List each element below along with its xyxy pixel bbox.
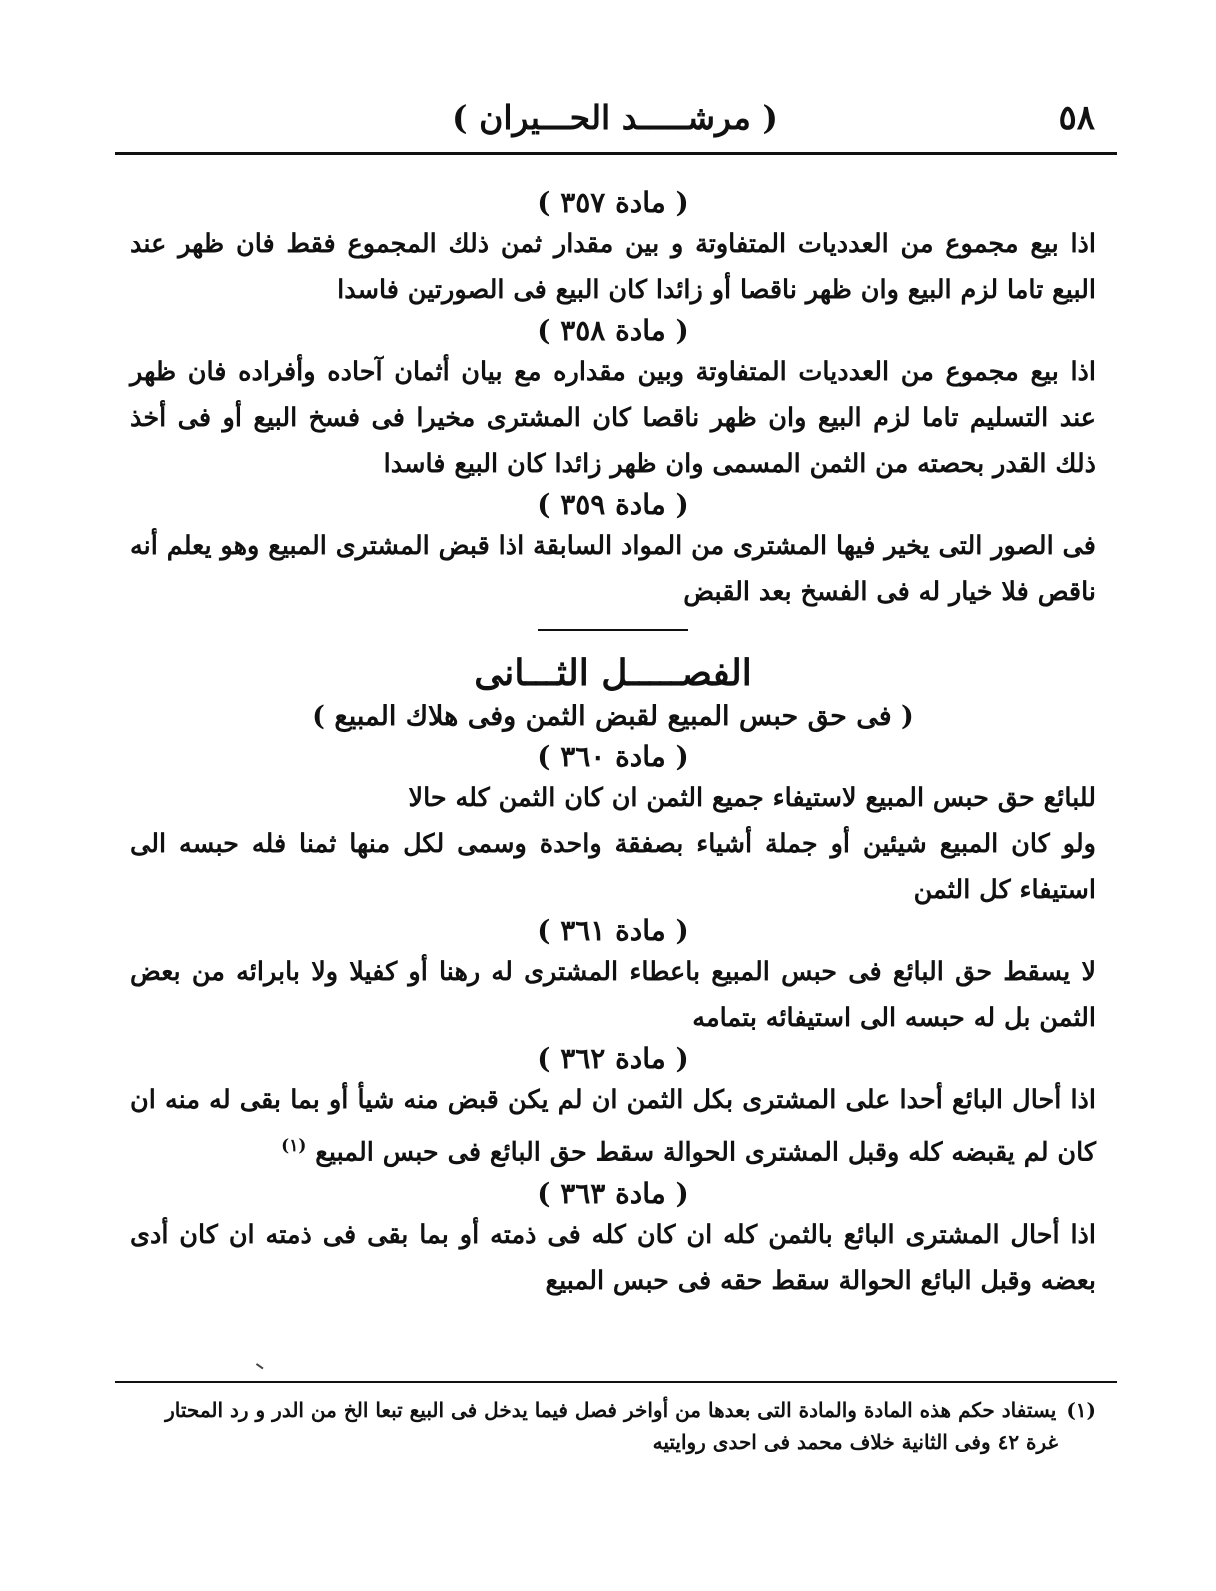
page-header [115, 98, 1115, 148]
article-363 [130, 1176, 1096, 1304]
chapter-subtitle: ( فى حق حبس المبيع لقبض الثمن وفى هلاك المبيع ) [312, 701, 914, 732]
article-text: ولو كان المبيع شيئين أو جملة أشياء بصفقة واحدة وسمى لكل منها ثمنا فله حبسه الى استيفاء كل الثمن [130, 829, 1096, 905]
article-text: للبائع حق حبس المبيع لاستيفاء جميع الثمن ان كان الثمن كله حالا [408, 783, 1096, 813]
stray-mark [256, 1357, 268, 1370]
footnote-text-continued: غرة ٤٢ وفى الثانية خلاف محمد فى احدى روايتيه [652, 1430, 1058, 1454]
article-text: لا يسقط حق البائع فى حبس المبيع باعطاء المشترى له رهنا أو كفيلا ولا بابرائه من بعض الثمن بل له حبسه الى استيفائه بتمامه [130, 957, 1096, 1033]
article-title: ( مادة ٣٥٧ ) [537, 186, 689, 219]
article-text: فى الصور التى يخير فيها المشترى من المواد السابقة اذا قبض المشترى المبيع وهو يعلم أنه ناقص فلا خيار له فى الفسخ بعد القبض [130, 531, 1096, 607]
footnote-line [130, 1394, 1096, 1426]
article-text: اذا بيع مجموع من العدديات المتفاوتة وبين مقداره مع بيان أثمان آحاده وأفراده فان ظهر عند التسليم تاما لزم البيع وان ظهر ناقصا كان المشترى مخيرا فى فسخ البيع أو فى أخذ ذلك القدر بحصته من الثمن المسمى وان ظهر زائدا كان البيع فاسدا [130, 357, 1096, 479]
header-rule [115, 152, 1117, 155]
article-title: ( مادة ٣٦٣ ) [537, 1176, 689, 1210]
article-title: ( مادة ٣٥٩ ) [537, 488, 689, 521]
chapter-title: الفصـــــل الثـــانى [474, 652, 752, 694]
article-title: ( مادة ٣٦٠ ) [537, 740, 689, 773]
article-text: اذا بيع مجموع من العدديات المتفاوتة و بين مقدار ثمن ذلك المجموع فقط فان ظهر عند البيع تاما لزم البيع وان ظهر ناقصا أو زائدا كان البيع فى الصورتين فاسدا [130, 229, 1096, 305]
section-divider [538, 629, 688, 631]
article-text: اذا أحال المشترى البائع بالثمن كله ان كان كله فى ذمته أو بما بقى فى ذمته ان كان أدى بعضه وقبل البائع الحوالة سقط حقه فى حبس المبيع [130, 1219, 1096, 1296]
footnote-number: (١) [1066, 1398, 1096, 1422]
article-title: ( مادة ٣٥٨ ) [537, 314, 689, 347]
page-body [130, 185, 1096, 1304]
footnote-reference[interactable]: (١) [281, 1136, 307, 1156]
article-text-with-footnote [130, 1077, 1096, 1176]
footnote-text: يستفاد حكم هذه المادة والمادة التى بعدها من أواخر فصل فيما يدخل فى البيع تبعا الخ من الدر و رد المحتار [165, 1398, 1057, 1422]
footnote-rule [115, 1381, 1117, 1383]
article-text: اذا أحال البائع أحدا على المشترى بكل الثمن ان لم يكن قبض منه شيأ أو بما بقى له منه ان كان لم يقبضه كله وقبل المشترى الحوالة سقط حق البائع فى حبس المبيع [130, 1085, 1096, 1168]
article-title: ( مادة ٣٦١ ) [537, 914, 689, 947]
running-title: ( مرشـــــد الحـــيران ) [452, 98, 778, 137]
article-358 [130, 313, 1096, 487]
article-361 [130, 913, 1096, 1041]
article-357 [130, 185, 1096, 313]
article-362 [130, 1041, 1096, 1176]
footnote [130, 1394, 1096, 1458]
page-number: ٥٨ [1058, 98, 1095, 138]
article-360 [130, 739, 1096, 913]
article-359 [130, 487, 1096, 615]
article-title: ( مادة ٣٦٢ ) [537, 1042, 689, 1075]
